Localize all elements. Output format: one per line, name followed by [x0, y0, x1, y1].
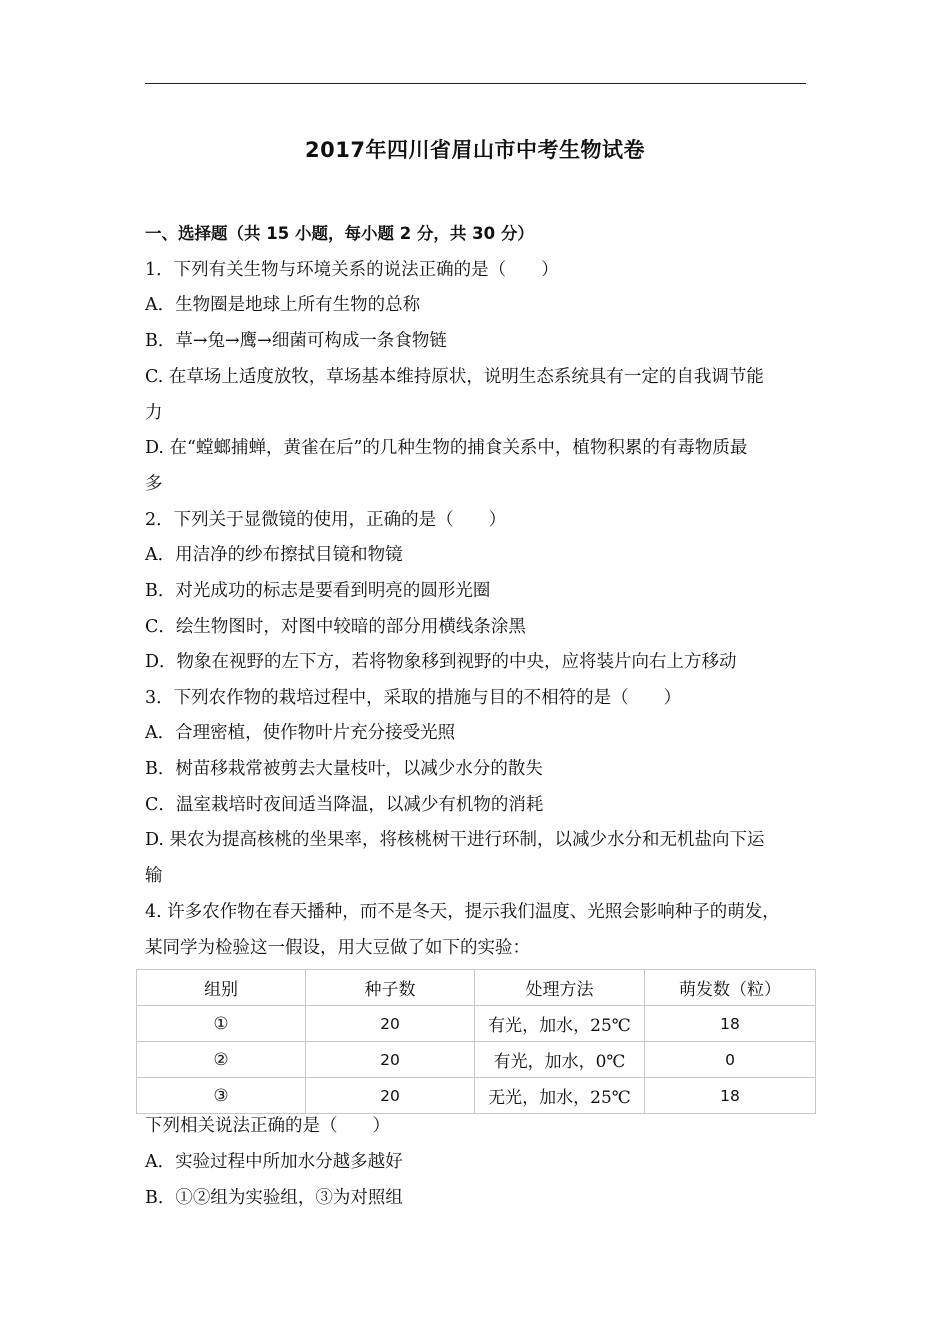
question-2: 2．下列关于显微镜的使用，正确的是（ ） [145, 510, 507, 530]
question-1: 1．下列有关生物与环境关系的说法正确的是（ ） [145, 260, 559, 280]
header-cell: 组别 [137, 970, 306, 1006]
question-4-prompt: 下列相关说法正确的是（ ） [145, 1116, 390, 1136]
q3-option-d-cont: 输 [145, 866, 163, 886]
q4-option-b: B．①②组为实验组，③为对照组 [145, 1188, 403, 1208]
q3-option-a: A．合理密植，使作物叶片充分接受光照 [145, 723, 456, 743]
table-cell: 有光，加水，0℃ [475, 1042, 645, 1078]
q1-option-d-cont: 多 [145, 474, 163, 494]
table-cell: ② [137, 1042, 306, 1078]
q1-option-b: B．草→兔→鹰→细菌可构成一条食物链 [145, 331, 447, 351]
q1-option-c-cont: 力 [145, 403, 163, 423]
question-3: 3．下列农作物的栽培过程中，采取的措施与目的不相符的是（ ） [145, 688, 682, 708]
section-heading: 一、选择题（共 15 小题，每小题 2 分，共 30 分） [145, 224, 534, 243]
q3-option-d: D. 果农为提高核桃的坐果率，将核桃树干进行环制，以减少水分和无机盐向下运 [145, 830, 765, 850]
table-cell: ① [137, 1006, 306, 1042]
q2-option-d: D．物象在视野的左下方，若将物象移到视野的中央，应将装片向右上方移动 [145, 652, 737, 672]
table-cell: 20 [306, 1078, 475, 1114]
table-header-row [137, 970, 816, 1006]
q1-option-a: A．生物圈是地球上所有生物的总称 [145, 295, 421, 315]
header-cell: 种子数 [306, 970, 475, 1006]
q4-option-a: A．实验过程中所加水分越多越好 [145, 1152, 403, 1172]
table-cell: 20 [306, 1042, 475, 1078]
table-cell: 18 [645, 1078, 816, 1114]
table-cell: 0 [645, 1042, 816, 1078]
question-4-cont: 某同学为检验这一假设，用大豆做了如下的实验： [145, 938, 530, 958]
table-cell: 有光，加水，25℃ [475, 1006, 645, 1042]
question-4: 4. 许多农作物在春天播种，而不是冬天，提示我们温度、光照会影响种子的萌发， [145, 902, 780, 922]
table-row [137, 1006, 816, 1042]
table-cell: 无光，加水，25℃ [475, 1078, 645, 1114]
page-title: 2017年四川省眉山市中考生物试卷 [305, 138, 645, 162]
table-row [137, 1042, 816, 1078]
q2-option-a: A．用洁净的纱布擦拭目镜和物镜 [145, 545, 403, 565]
q3-option-b: B．树苗移栽常被剪去大量枝叶，以减少水分的散失 [145, 759, 543, 779]
q2-option-c: C．绘生物图时，对图中较暗的部分用横线条涂黑 [145, 617, 526, 637]
table-cell: ③ [137, 1078, 306, 1114]
table-cell: 20 [306, 1006, 475, 1042]
experiment-table [136, 969, 816, 1114]
header-rule [145, 83, 806, 84]
table-cell: 18 [645, 1006, 816, 1042]
header-cell: 处理方法 [475, 970, 645, 1006]
q1-option-c: C. 在草场上适度放牧，草场基本维持原状，说明生态系统具有一定的自我调节能 [145, 367, 764, 387]
table-row [137, 1078, 816, 1114]
header-cell: 萌发数（粒） [645, 970, 816, 1006]
q3-option-c: C．温室栽培时夜间适当降温，以减少有机物的消耗 [145, 795, 544, 815]
q2-option-b: B．对光成功的标志是要看到明亮的圆形光圈 [145, 581, 491, 601]
q1-option-d: D. 在“螳螂捕蝉，黄雀在后”的几种生物的捕食关系中，植物积累的有毒物质最 [145, 438, 748, 458]
